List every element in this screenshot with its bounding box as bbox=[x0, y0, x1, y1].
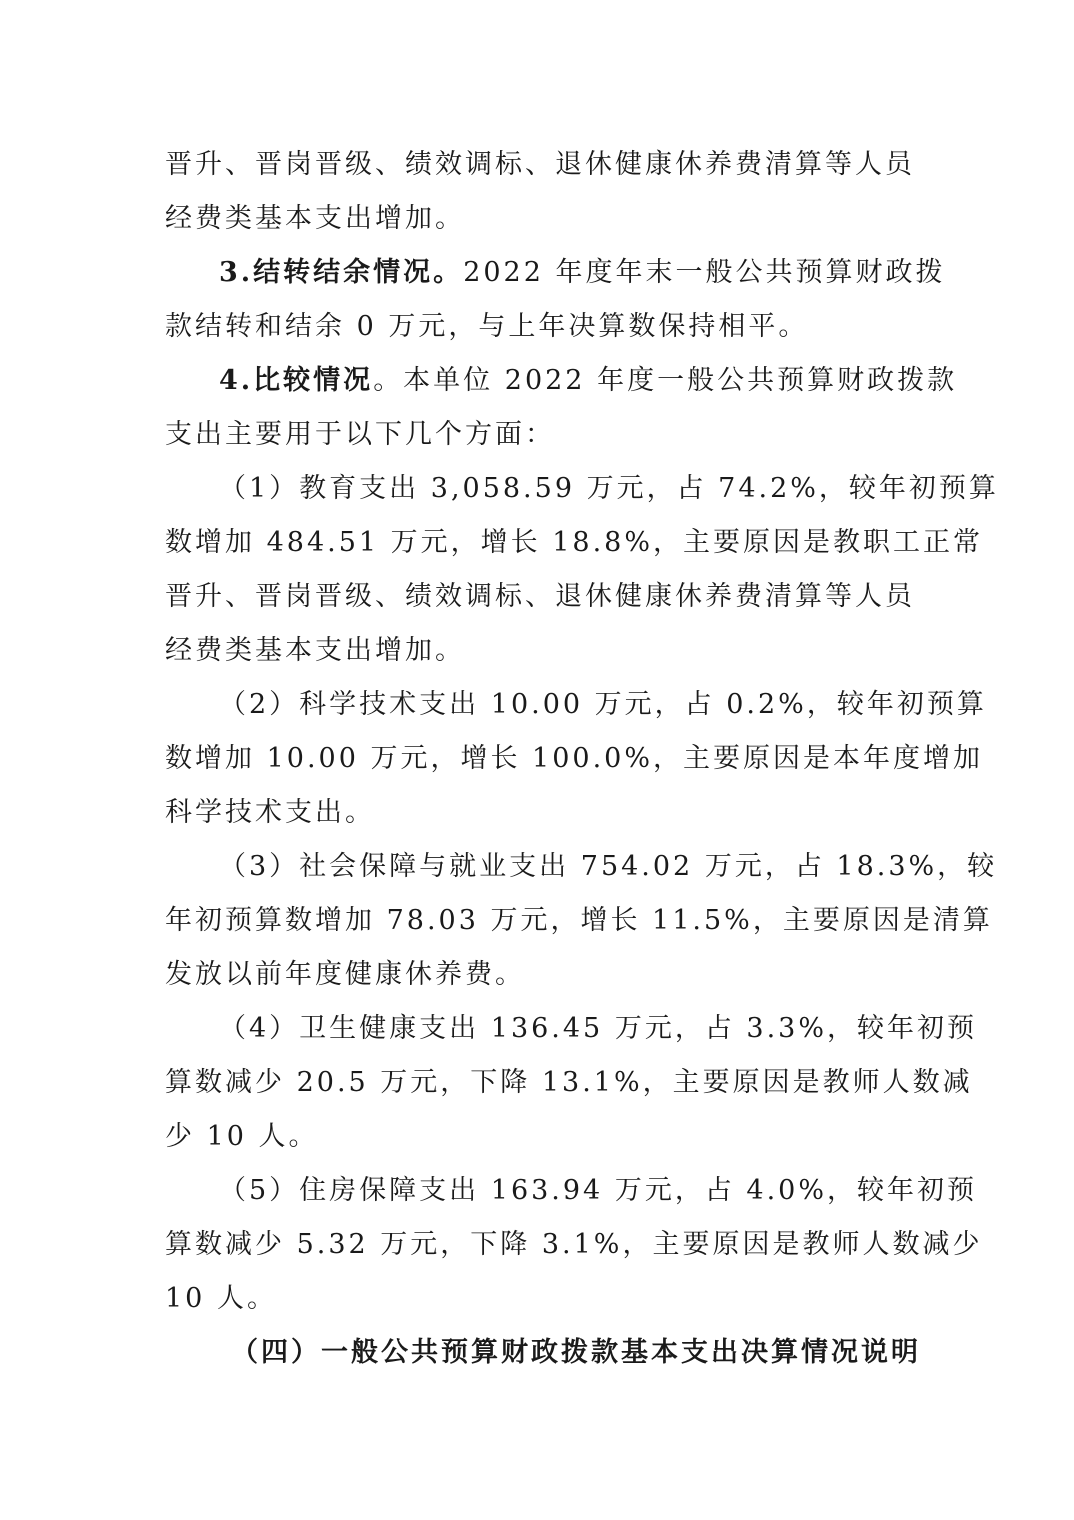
text-line: 数增加 10.00 万元，增长 100.0%，主要原因是本年度增加 bbox=[165, 743, 983, 774]
text-line: 科学技术支出。 bbox=[165, 797, 375, 828]
list-item-housing: （5）住房保障支出 163.94 万元，占 4.0%，较年初预 bbox=[219, 1175, 977, 1206]
text-line: 晋升、晋岗晋级、绩效调标、退休健康休养费清算等人员 bbox=[165, 581, 915, 612]
text-line: 算数减少 5.32 万元，下降 3.1%，主要原因是教师人数减少 bbox=[165, 1229, 983, 1260]
text-line: 经费类基本支出增加。 bbox=[165, 635, 465, 666]
text-line: 算数减少 20.5 万元，下降 13.1%，主要原因是教师人数减 bbox=[165, 1067, 973, 1098]
text-span: 2022 年度年末一般公共预算财政拨 bbox=[463, 257, 946, 288]
text-line: 数增加 484.51 万元，增长 18.8%，主要原因是教职工正常 bbox=[165, 527, 983, 558]
text-line: 发放以前年度健康休养费。 bbox=[165, 959, 525, 990]
list-item-education: （1）教育支出 3,058.59 万元，占 74.2%，较年初预算 bbox=[219, 473, 999, 504]
list-item-science: （2）科学技术支出 10.00 万元，占 0.2%，较年初预算 bbox=[219, 689, 987, 720]
section-label: 3.结转结余情况。 bbox=[219, 257, 464, 288]
list-item-social-security: （3）社会保障与就业支出 754.02 万元，占 18.3%，较 bbox=[219, 851, 998, 882]
text-line: 晋升、晋岗晋级、绩效调标、退休健康休养费清算等人员 bbox=[165, 149, 915, 180]
section-label: 4.比较情况 bbox=[219, 365, 374, 396]
list-item-health: （4）卫生健康支出 136.45 万元，占 3.3%，较年初预 bbox=[219, 1013, 977, 1044]
text-line: 少 10 人。 bbox=[165, 1121, 319, 1152]
section-heading: （四）一般公共预算财政拨款基本支出决算情况说明 bbox=[231, 1337, 921, 1368]
paragraph-carryover bbox=[165, 246, 946, 300]
text-span: 。本单位 2022 年度一般公共预算财政拨款 bbox=[373, 365, 958, 396]
text-line: 10 人。 bbox=[165, 1283, 277, 1314]
paragraph-comparison bbox=[165, 354, 958, 408]
document-page bbox=[165, 138, 999, 1380]
text-line: 支出主要用于以下几个方面： bbox=[165, 419, 555, 450]
text-line: 经费类基本支出增加。 bbox=[165, 203, 465, 234]
text-line: 款结转和结余 0 万元，与上年决算数保持相平。 bbox=[165, 311, 809, 342]
text-line: 年初预算数增加 78.03 万元，增长 11.5%，主要原因是清算 bbox=[165, 905, 993, 936]
